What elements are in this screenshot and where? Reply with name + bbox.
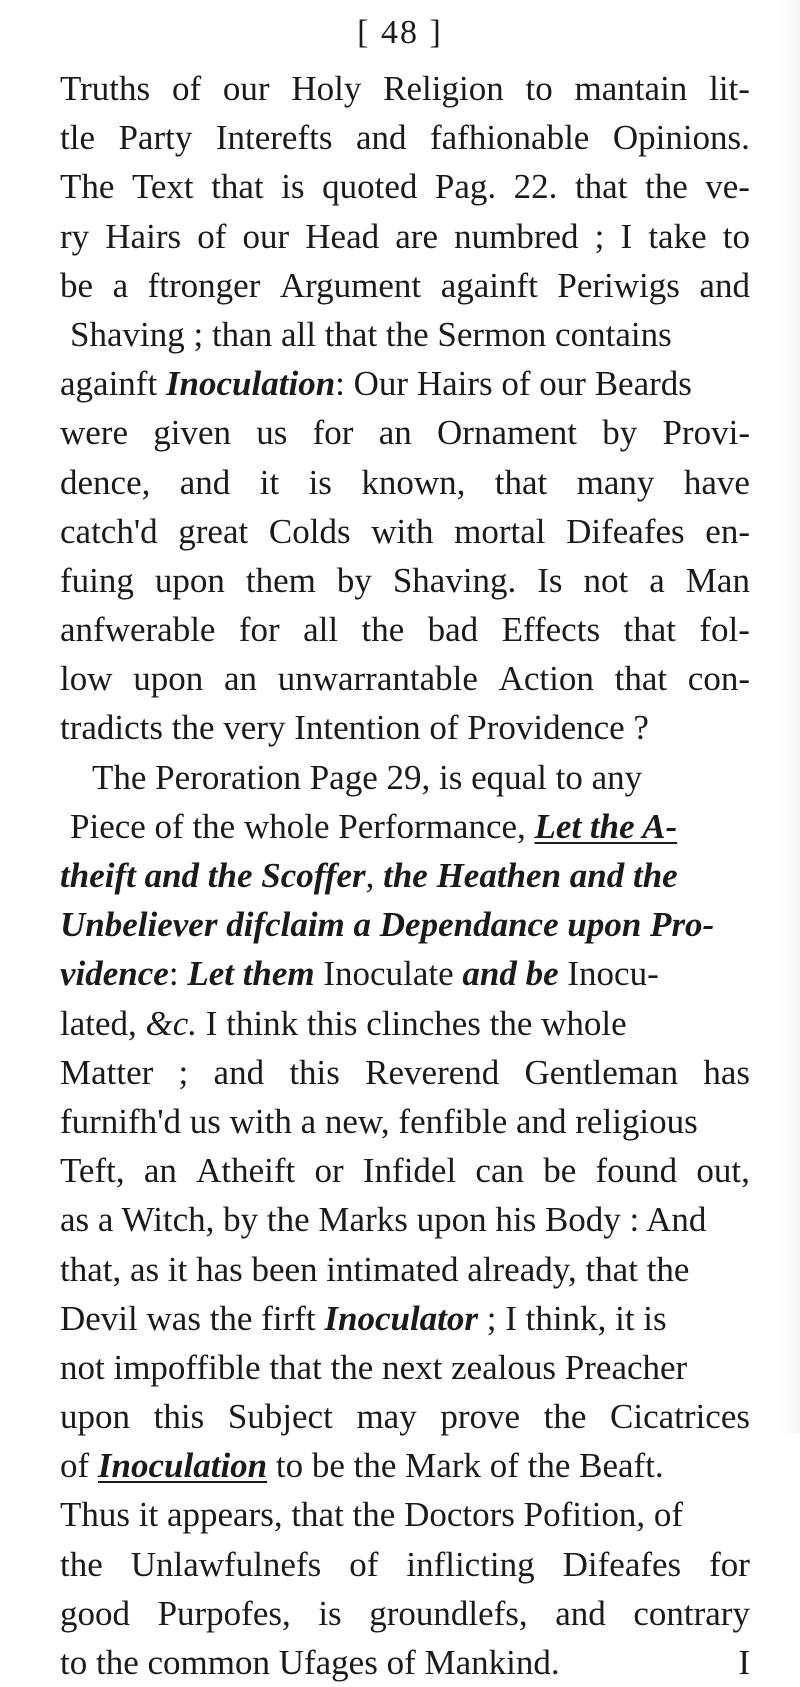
text-line: Shaving ; than all that the Sermon contains: [70, 314, 672, 354]
text-line: lated, &c. I think this clinches the whole: [60, 999, 750, 1048]
text-line: anfwerable for all the bad Effects that fol-: [60, 610, 750, 650]
text-line: The Peroration Page 29, is equal to any: [92, 757, 643, 797]
page-number: [ 48 ]: [357, 14, 443, 51]
text-line: catch'd great Colds with mortal Difeafes en-: [60, 511, 750, 551]
italic-phrase: vidence: [60, 954, 169, 994]
italic-term: Inoculation: [97, 1446, 268, 1486]
text-line: as a Witch, by the Marks upon his Body : And: [60, 1200, 707, 1240]
italic-phrase: theift and the Scoffer: [60, 856, 366, 895]
text-line: dence, and it is known, that many have: [60, 462, 750, 502]
text-line: Truths of our Holy Religion to mantain lit-: [60, 69, 750, 108]
text-line: the Unlawfulnefs of inflicting Difeafes for: [60, 1544, 750, 1584]
italic-term: Inoculation: [165, 364, 336, 404]
text-line: to the common Ufages of Mankind. I: [60, 1638, 750, 1687]
text-line: tle Party Interefts and fafhionable Opinions.: [60, 118, 750, 158]
text-line: low upon an unwarrantable Action that con-: [60, 659, 750, 699]
body-text: [60, 64, 750, 1687]
text-line: Thus it appears, that the Doctors Pofition, of: [60, 1495, 684, 1535]
italic-phrase: and be: [462, 954, 559, 994]
text-line: be a ftronger Argument againft Periwigs and: [60, 265, 750, 305]
text-line: Matter ; and this Reverend Gentleman has: [60, 1052, 750, 1092]
text-line: [60, 900, 750, 949]
text-line: were given us for an Ornament by Provi-: [60, 413, 750, 453]
text-line: Devil was the firft Inoculator ; I think, it is: [60, 1294, 750, 1343]
text-line: fuing upon them by Shaving. Is not a Man: [60, 560, 750, 600]
text-line: not impoffible that the next zealous Preacher: [60, 1347, 688, 1387]
italic-phrase: the Heathen and the: [383, 856, 678, 895]
text-line: that, as it has been intimated already, that the: [60, 1249, 690, 1289]
italic-phrase: Let them: [187, 954, 315, 994]
text-line: theift and the Scoffer , the Heathen and the: [60, 851, 750, 900]
page-edge-shadow: [776, 0, 800, 1433]
italic-phrase: Let the A-: [534, 806, 678, 846]
text-line: ry Hairs of our Head are numbred ; I take to: [60, 216, 750, 256]
text-line: upon this Subject may prove the Cicatrices: [60, 1397, 750, 1437]
italic-phrase: Unbeliever difclaim a Dependance upon Pro-: [60, 905, 715, 945]
text-line: againft Inoculation : Our Hairs of our Beards: [60, 359, 750, 408]
text-line: tradicts the very Intention of Providence ?: [60, 708, 649, 748]
text-line: Piece of the whole Performance, Let the A-: [60, 802, 750, 851]
italic-term: Inoculator: [324, 1298, 479, 1338]
text-line: good Purpofes, is groundlefs, and contrary: [60, 1593, 750, 1633]
text-line: of Inoculation to be the Mark of the Beaft.: [60, 1441, 750, 1490]
text-line: furnifh'd us with a new, fenfible and religious: [60, 1101, 698, 1141]
italic-abbrev: &c.: [145, 1003, 198, 1043]
catchword: I: [738, 1643, 750, 1682]
text-line: Teft, an Atheift or Infidel can be found out,: [60, 1151, 750, 1191]
text-line: The Text that is quoted Pag. 22. that the ve-: [60, 167, 750, 207]
text-line: vidence : Let them Inoculate and be Inocu-: [60, 949, 750, 998]
